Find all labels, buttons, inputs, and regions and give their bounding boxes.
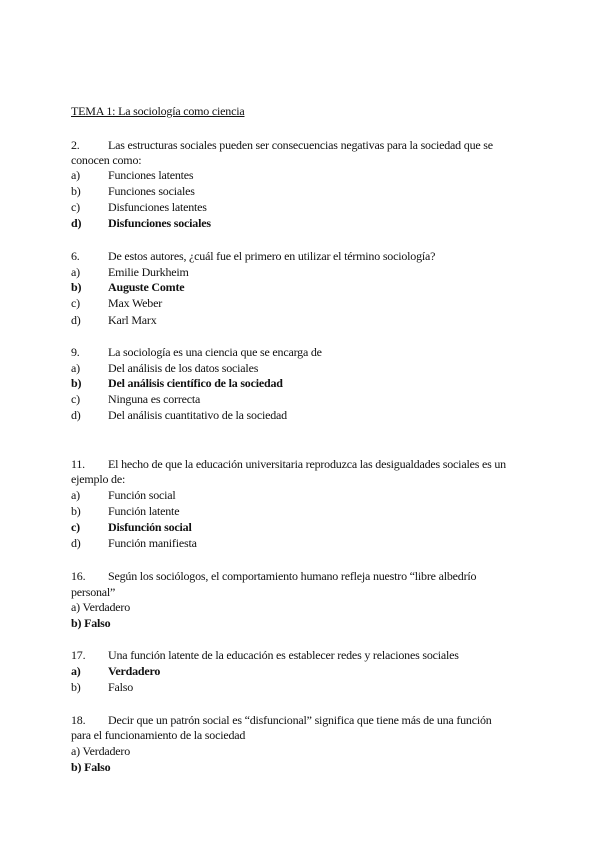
question-number: 16. (71, 569, 86, 583)
option-letter: a) (71, 265, 80, 279)
option-text: Funciones sociales (108, 184, 195, 198)
option-text: Función latente (108, 504, 180, 518)
option-c (0, 296, 600, 310)
option-letter: c) (71, 392, 80, 406)
question-text: Una función latente de la educación es establecer redes y relaciones sociales (108, 648, 459, 662)
option-b-inline-correct: b) Falso (71, 760, 111, 774)
question-number: 6. (71, 249, 80, 263)
document-title: TEMA 1: La sociología como ciencia (71, 104, 245, 118)
option-d-correct (0, 216, 600, 230)
option-text: Función social (108, 488, 176, 502)
option-text: Disfunciones sociales (108, 216, 211, 230)
option-text: Disfunciones latentes (108, 200, 207, 214)
option-text: Auguste Comte (108, 280, 185, 294)
question-18 (0, 713, 600, 727)
option-text: Karl Marx (108, 313, 157, 327)
question-number: 11. (71, 457, 85, 471)
option-b (0, 680, 600, 694)
option-a-correct (0, 664, 600, 678)
question-text: La sociología es una ciencia que se encarga de (108, 345, 322, 359)
option-a (0, 168, 600, 182)
option-a (0, 265, 600, 279)
option-letter: d) (71, 216, 82, 230)
option-text: Del análisis cuantitativo de la sociedad (108, 408, 287, 422)
option-letter: c) (71, 520, 80, 534)
question-11 (0, 457, 600, 471)
option-b-inline-correct: b) Falso (71, 616, 111, 630)
question-text: Decir que un patrón social es “disfuncional” significa que tiene más de una función (108, 713, 492, 727)
option-letter: c) (71, 200, 80, 214)
option-d (0, 536, 600, 550)
option-a (0, 361, 600, 375)
question-text: Las estructuras sociales pueden ser consecuencias negativas para la sociedad que se (108, 138, 493, 152)
option-text: Función manifiesta (108, 536, 197, 550)
option-d (0, 313, 600, 327)
question-text-continued: para el funcionamiento de la sociedad (71, 728, 246, 742)
option-b-correct (0, 280, 600, 294)
question-number: 17. (71, 648, 86, 662)
option-letter: d) (71, 536, 81, 550)
question-16 (0, 569, 600, 583)
option-letter: b) (71, 184, 81, 198)
option-text: Verdadero (108, 664, 161, 678)
question-9 (0, 345, 600, 359)
option-b (0, 504, 600, 518)
option-letter: a) (71, 168, 80, 182)
question-17 (0, 648, 600, 662)
option-text: Emilie Durkheim (108, 265, 189, 279)
question-text-continued: conocen como: (71, 153, 142, 167)
option-letter: c) (71, 296, 80, 310)
option-letter: a) (71, 664, 81, 678)
question-text-continued: personal” (71, 585, 116, 599)
option-c-correct (0, 520, 600, 534)
question-text-continued: ejemplo de: (71, 472, 126, 486)
option-text: Del análisis de los datos sociales (108, 361, 259, 375)
option-d (0, 408, 600, 422)
option-c (0, 392, 600, 406)
option-a (0, 488, 600, 502)
question-text: De estos autores, ¿cuál fue el primero en utilizar el término sociología? (108, 249, 436, 263)
option-letter: b) (71, 680, 81, 694)
option-b (0, 184, 600, 198)
question-text: El hecho de que la educación universitaria reproduzca las desigualdades sociales es un (108, 457, 506, 471)
option-letter: b) (71, 280, 82, 294)
option-c (0, 200, 600, 214)
option-text: Disfunción social (108, 520, 192, 534)
question-2 (0, 138, 600, 152)
option-text: Funciones latentes (108, 168, 194, 182)
question-text: Según los sociólogos, el comportamiento humano refleja nuestro “libre albedrío (108, 569, 477, 583)
option-text: Max Weber (108, 296, 162, 310)
option-a-inline: a) Verdadero (71, 744, 131, 758)
option-b-correct (0, 376, 600, 390)
option-text: Falso (108, 680, 134, 694)
option-letter: b) (71, 504, 81, 518)
option-letter: a) (71, 488, 80, 502)
question-number: 2. (71, 138, 80, 152)
option-text: Del análisis científico de la sociedad (108, 376, 283, 390)
question-6 (0, 249, 600, 263)
option-text: Ninguna es correcta (108, 392, 201, 406)
option-letter: d) (71, 313, 81, 327)
question-number: 9. (71, 345, 80, 359)
option-letter: b) (71, 376, 82, 390)
option-letter: a) (71, 361, 80, 375)
question-number: 18. (71, 713, 86, 727)
option-a-inline: a) Verdadero (71, 600, 131, 614)
option-letter: d) (71, 408, 81, 422)
